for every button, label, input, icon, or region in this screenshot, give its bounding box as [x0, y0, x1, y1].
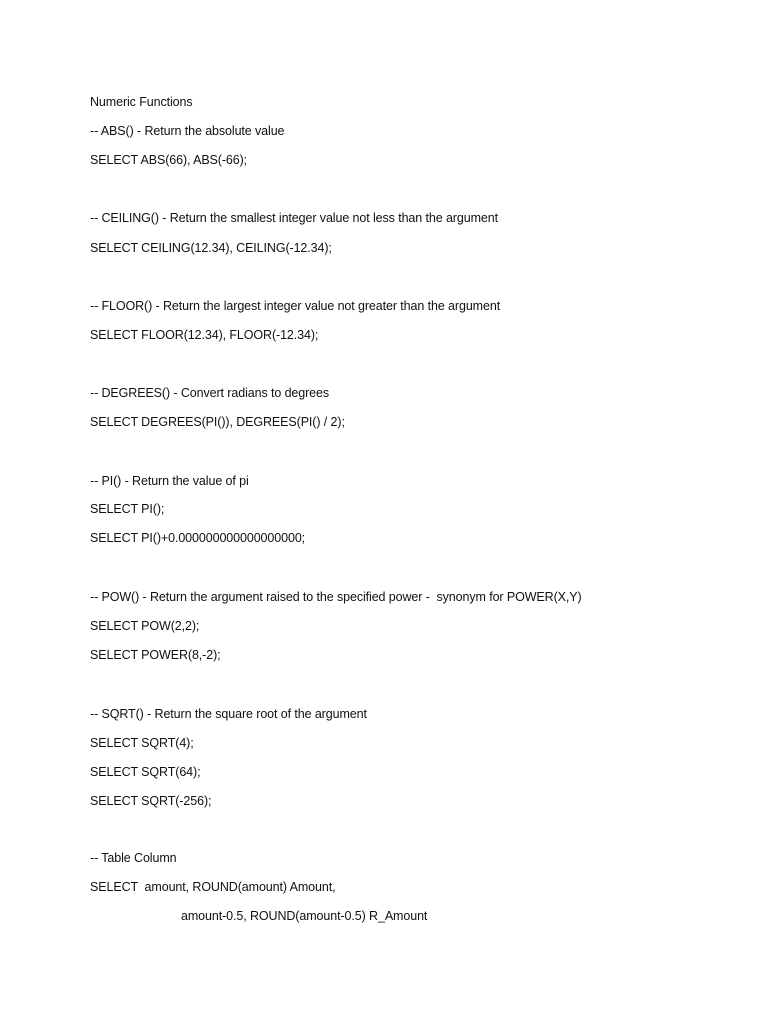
pow-query-2: SELECT POWER(8,-2); [90, 648, 221, 662]
table-column-comment: -- Table Column [90, 851, 177, 865]
floor-query: SELECT FLOOR(12.34), FLOOR(-12.34); [90, 328, 319, 342]
pow-query-1: SELECT POW(2,2); [90, 619, 200, 633]
sqrt-query-3: SELECT SQRT(-256); [90, 794, 212, 808]
table-column-query-line-1: SELECT amount, ROUND(amount) Amount, [90, 880, 336, 894]
degrees-query: SELECT DEGREES(PI()), DEGREES(PI() / 2); [90, 415, 345, 429]
pi-query-2: SELECT PI()+0.000000000000000000; [90, 531, 306, 545]
ceiling-query: SELECT CEILING(12.34), CEILING(-12.34); [90, 241, 332, 255]
table-column-query-line-2: amount-0.5, ROUND(amount-0.5) R_Amount [181, 909, 428, 923]
abs-query: SELECT ABS(66), ABS(-66); [90, 153, 248, 167]
floor-comment: -- FLOOR() - Return the largest integer value not greater than the argument [90, 299, 501, 313]
pi-query-1: SELECT PI(); [90, 502, 165, 516]
sqrt-query-1: SELECT SQRT(4); [90, 736, 194, 750]
pow-comment: -- POW() - Return the argument raised to the specified power - synonym for POWER(X,Y) [90, 590, 582, 604]
degrees-comment: -- DEGREES() - Convert radians to degrees [90, 386, 330, 400]
pi-comment: -- PI() - Return the value of pi [90, 474, 249, 488]
section-title: Numeric Functions [90, 95, 193, 109]
sqrt-query-2: SELECT SQRT(64); [90, 765, 201, 779]
ceiling-comment: -- CEILING() - Return the smallest integer value not less than the argument [90, 211, 498, 225]
sqrt-comment: -- SQRT() - Return the square root of the argument [90, 707, 367, 721]
abs-comment: -- ABS() - Return the absolute value [90, 124, 285, 138]
